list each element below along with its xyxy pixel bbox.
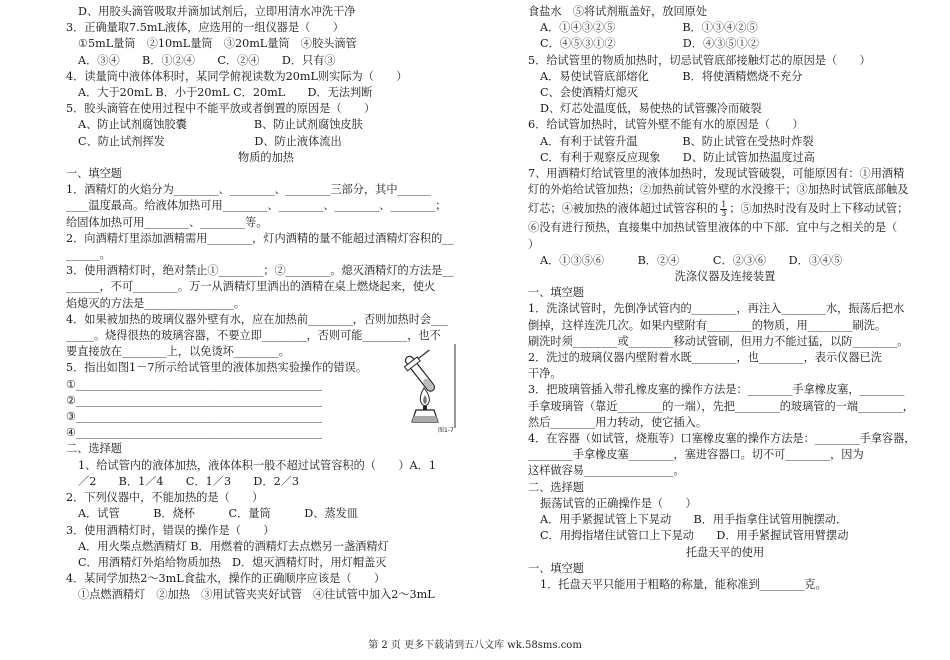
fraction-numerator: 1 bbox=[721, 199, 727, 209]
text-line: ______，不可________。万一从酒精灯里洒出的酒精在桌上燃烧起来，使火 bbox=[66, 280, 436, 294]
section-title: 物质的加热 bbox=[238, 150, 294, 164]
question-line: 振荡试管的正确操作是（ ） bbox=[540, 496, 697, 510]
option-line: A．①③⑤⑥ B．②④ C．②③⑥ D．③④⑤ bbox=[540, 253, 843, 267]
option-line: A．试管 B．烧杯 C．量筒 D、蒸发皿 bbox=[78, 507, 358, 521]
question-line: 2．洗过的玻璃仪器内壁附着水既________，也________，表示仪器已洗 bbox=[528, 351, 882, 365]
question-line: 5．胶头滴管在使用过程中不能平放或者倒置的原因是（ ） bbox=[66, 102, 376, 116]
text-line: ________手拿橡皮塞________，塞进容器口。切不可________，因为 bbox=[528, 448, 864, 462]
section-title: 托盘天平的使用 bbox=[685, 545, 765, 559]
question-line: 3．把玻璃管插入带孔橡皮塞的操作方法是：________手拿橡皮塞，________ bbox=[528, 383, 905, 397]
option-line: ／2 B．1／4 C．1／3 D．2／3 bbox=[78, 474, 300, 488]
question-line: 4．如果被加热的玻璃仪器外壁有水，应在加热前________，否则加热时会___ bbox=[66, 312, 448, 326]
question-line: 2．向酒精灯里添加酒精需用________，灯内酒精的量不能超过酒精灯容积的__ bbox=[66, 231, 454, 245]
question-line: 3．使用酒精灯时，绝对禁止①________；②________。熄灭酒精灯的方法是__ bbox=[66, 264, 454, 278]
question-line: 1．酒精灯的火焰分为________、________、________三部分，其中______ bbox=[66, 183, 432, 197]
section-heading: 一、填空题 bbox=[528, 286, 584, 300]
question-line: 1．洗涤试管时，先倒净试管内的________，再注入________水，振荡后把水 bbox=[528, 302, 905, 316]
text-line: 刷洗时须________或________移动试管刷，但用力不能过猛，以防________。 bbox=[528, 334, 909, 348]
fraction-line bbox=[528, 198, 922, 220]
question-line: 2．下列仪器中，不能加热的是（ ） bbox=[66, 491, 264, 505]
text-line: 要直接放在________上，以免烫坏________。 bbox=[66, 345, 290, 359]
question-line: 3．使用酒精灯时，错误的操作是（ ） bbox=[66, 523, 275, 537]
text-line: D、用胶头滴管吸取并滴加试剂后，立即用清水冲洗干净 bbox=[78, 5, 356, 18]
figure-1-7 bbox=[398, 344, 460, 434]
text-line: ______。 bbox=[66, 248, 111, 262]
question-line: 3．正确量取7.5mL液体，应选用的一组仪器是（ ） bbox=[66, 21, 344, 35]
question-line: 5．给试管里的物质加热时，切忌试管底部接触灯芯的原因是（ ） bbox=[528, 53, 871, 67]
text-line: ①点燃酒精灯 ②加热 ③用试管夹夹好试管 ④往试管中加入2～3mL bbox=[78, 588, 435, 602]
option-line: A、防止试剂腐蚀胶囊 B、防止试剂腐蚀皮肤 bbox=[78, 118, 363, 132]
text-line: ____温度最高。给液体加热可用________、________、________、________； bbox=[66, 199, 447, 213]
fraction-line-prefix: 灯芯；④被加热的液体超过试管容积的 bbox=[528, 202, 719, 216]
section-heading: 一、填空题 bbox=[66, 167, 122, 181]
answer-line: ④____________________________________________ bbox=[66, 426, 323, 440]
option-line: A．有利于试管升温 B、防止试管在受热时炸裂 bbox=[540, 134, 814, 148]
text-line: 这样做容易________________。 bbox=[528, 464, 685, 478]
text-line: 手拿玻璃管（靠近________的一端），先把________的玻璃管的一端________， bbox=[528, 399, 914, 413]
text-line: 干净。 bbox=[528, 367, 562, 381]
test-tube-heating-illustration bbox=[398, 344, 460, 434]
option-line: A．用火柴点燃酒精灯 B．用燃着的酒精灯去点燃另一盏酒精灯 bbox=[78, 539, 389, 553]
text-line: ⑥没有进行预热，直接集中加热试管里液体的中下部．宜中与之相关的是（ bbox=[528, 221, 898, 235]
question-line: 4．某同学加热2～3mL食盐水，操作的正确顺序应该是（ ） bbox=[66, 572, 386, 586]
option-line: A．③④ B．①②④ C．②④ D．只有③ bbox=[78, 53, 336, 67]
option-line: A．用手紧握试管上下晃动 B．用手指拿住试管用腕摆动． bbox=[540, 513, 848, 527]
option-line: C．用酒精灯外焰给物质加热 D．熄灭酒精灯时，用灯帽盖灭 bbox=[78, 555, 387, 569]
option-line: C、防止试剂挥发 D、防止液体流出 bbox=[78, 134, 342, 148]
text-line: ） bbox=[528, 237, 540, 251]
section-heading: 一、填空题 bbox=[528, 561, 584, 575]
text-line: ①5mL量筒 ②10mL量筒 ③20mL量筒 ④胶头滴管 bbox=[78, 37, 357, 51]
text-line: 灯的外焰给试管加热；②加热前试管外壁的水没擦干；③加热时试管底部触及 bbox=[528, 183, 909, 197]
answer-line: ③____________________________________________ bbox=[66, 410, 323, 424]
fraction-denominator: 3 bbox=[721, 208, 727, 218]
option-line: C．用拇指堵住试管口上下晃动 D．用手紧握试管用臂摆动 bbox=[540, 529, 849, 543]
section-heading: 二、选择题 bbox=[66, 442, 122, 456]
right-column bbox=[528, 4, 922, 593]
question-line: 1、给试管内的液体加热，液体体积一般不超过试管容积的（ ）A．1 bbox=[78, 458, 436, 472]
option-line: C、会使酒精灯熄灭 bbox=[540, 86, 639, 100]
section-title: 洗涤仪器及连接装置 bbox=[674, 270, 776, 284]
answer-line: ①____________________________________________ bbox=[66, 377, 323, 391]
question-line: 1．托盘天平只能用于粗略的称量，能称准到________克。 bbox=[540, 577, 827, 591]
left-column bbox=[66, 4, 466, 604]
text-line: _____。烧得很热的玻璃容器，不要立即________，否则可能________，也不 bbox=[66, 329, 441, 343]
text-line: 食盐水 ⑤将试剂瓶盖好，放回原处 bbox=[528, 5, 708, 18]
fraction-one-third bbox=[720, 201, 727, 218]
section-heading: 二、选择题 bbox=[528, 480, 584, 494]
option-line: C．④⑤③①② D．④③⑤①② bbox=[540, 37, 759, 51]
option-line: A．大于20mL B．小于20mL C．20mL D．无法判断 bbox=[78, 86, 373, 100]
option-line: C．有利于观察反应现象 D、防止试管加热温度过高 bbox=[540, 150, 815, 164]
question-line: 7、用酒精灯给试管里的液体加热时，发现试管破裂，可能原因有：①用酒精 bbox=[528, 167, 905, 181]
question-line: 4．读量筒中液体体积时，某同学俯视读数为20mL则实际为（ ） bbox=[66, 69, 408, 83]
page-footer: 第 2 页 更多下载请到五八文库 wk.58sms.com bbox=[368, 640, 582, 651]
question-line: 5．指出如图1－7所示给试管里的液体加热实验操作的错误。 bbox=[66, 361, 368, 375]
text-line: 然后________用力转动，使它插入。 bbox=[528, 415, 708, 429]
option-line: A．易使试管底部熔化 B．将使酒精燃烧不充分 bbox=[540, 69, 803, 83]
figure-caption: 图1-7 bbox=[438, 427, 454, 434]
option-line: D、灯芯处温度低，易使热的试管骤冷而破裂 bbox=[540, 102, 762, 116]
text-line: 焰熄灭的方法是________________。 bbox=[66, 296, 246, 310]
question-line: 4．在容器（如试管，烧瓶等）口塞橡皮塞的操作方法是：________手拿容器， bbox=[528, 432, 916, 446]
option-line: A．①④③②⑤ B．①③④②⑤ bbox=[540, 21, 758, 35]
answer-line: ②____________________________________________ bbox=[66, 393, 323, 407]
fraction-line-suffix: ；⑤加热时没有及时上下移动试管； bbox=[729, 202, 909, 216]
text-line: 给固体加热可用________、________等。 bbox=[66, 215, 268, 229]
text-line: 倒掉，这样连洗几次。如果内壁附有________的物质，用________刷洗。 bbox=[528, 318, 887, 332]
question-line: 6．给试管加热时，试管外壁不能有水的原因是（ ） bbox=[528, 118, 804, 132]
